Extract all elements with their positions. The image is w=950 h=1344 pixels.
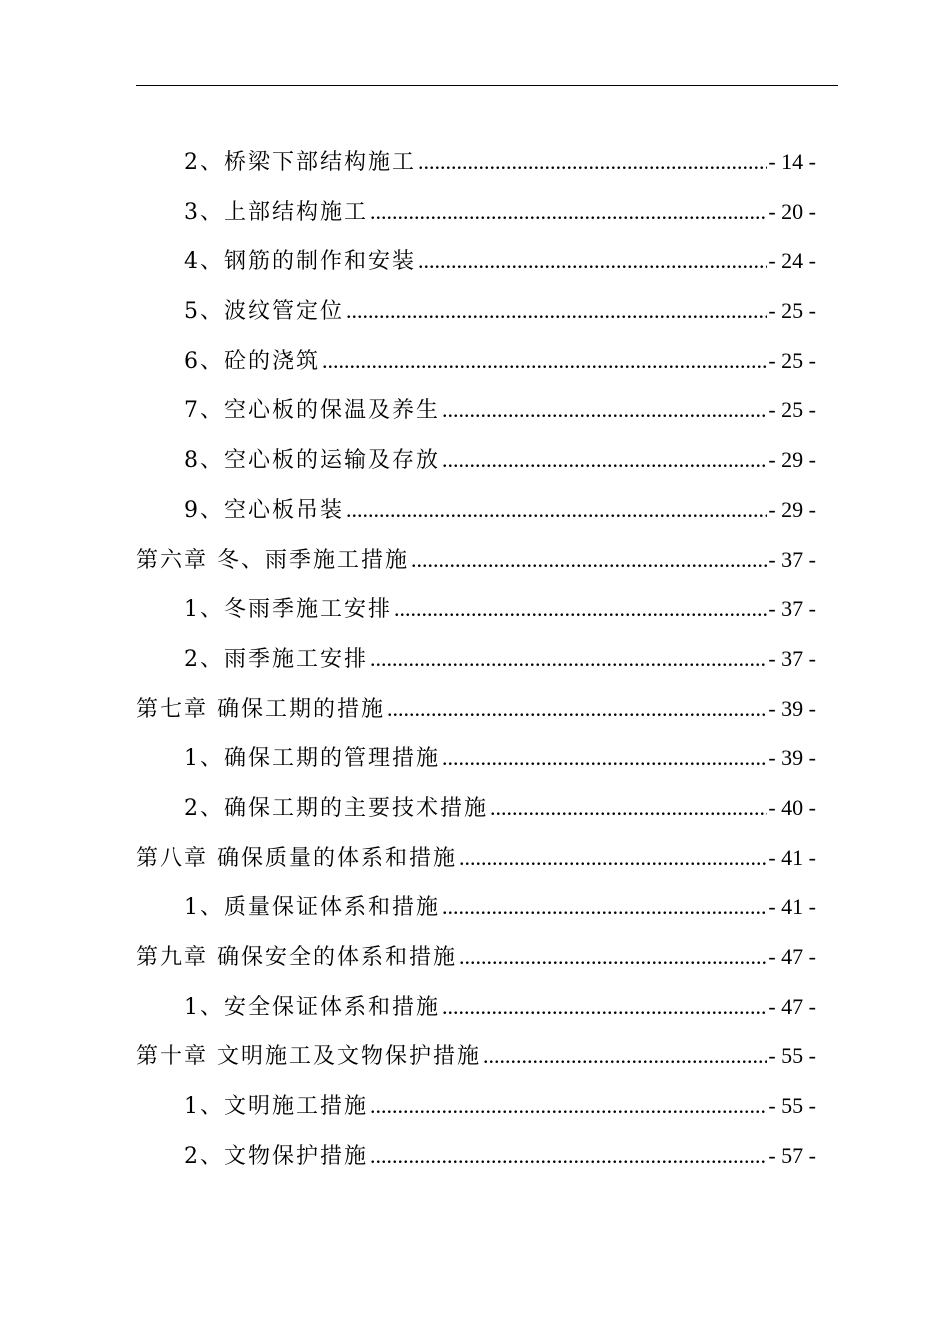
toc-page-number: - 37 - [768,596,816,622]
toc-section-entry[interactable] [136,783,816,833]
toc-dot-leader [483,1031,767,1081]
toc-entry-title: 4、钢筋的制作和安装 [184,249,416,275]
toc-section-entry[interactable] [136,1131,816,1181]
toc-dot-leader [370,634,767,684]
toc-dot-leader [459,932,767,982]
toc-entry-title: 第十章 文明施工及文物保护措施 [136,1044,481,1070]
toc-dot-leader [442,982,767,1032]
toc-section-entry[interactable] [136,634,816,684]
toc-entry-title: 2、桥梁下部结构施工 [184,150,416,175]
toc-page-number: - 55 - [768,1043,816,1069]
toc-entry-title: 1、文明施工措施 [184,1094,368,1120]
toc-page-number: - 25 - [768,397,816,423]
toc-entry-title: 1、确保工期的管理措施 [184,746,440,772]
toc-dot-leader [442,882,767,932]
toc-dot-leader [442,385,767,435]
toc-page-number: - 47 - [768,993,816,1019]
toc-dot-leader [346,286,767,336]
toc-section-entry[interactable] [136,187,816,237]
toc-dot-leader [322,336,767,386]
toc-entry-title: 第九章 确保安全的体系和措施 [136,945,457,970]
toc-chapter-entry[interactable] [136,684,816,734]
toc-section-entry[interactable] [136,733,816,783]
toc-section-entry[interactable] [136,1081,816,1131]
toc-page-number: - 47 - [768,944,816,969]
toc-entry-title: 5、波纹管定位 [184,299,344,325]
toc-page-number: - 20 - [768,198,816,224]
toc-dot-leader [442,733,767,783]
toc-entry-title: 第六章 冬、雨季施工措施 [136,547,409,573]
toc-dot-leader [394,584,767,634]
toc-dot-leader [370,1081,767,1131]
toc-entry-title: 2、文物保护措施 [184,1143,368,1169]
toc-dot-leader [418,137,767,187]
toc-page-number: - 55 - [768,1093,816,1119]
toc-section-entry[interactable] [136,286,816,336]
toc-section-entry[interactable] [136,584,816,634]
toc-page-number: - 25 - [768,347,816,373]
toc-page-number: - 29 - [768,447,816,473]
toc-dot-leader [418,236,767,286]
toc-chapter-entry[interactable] [136,932,816,982]
toc-section-entry[interactable] [136,137,816,187]
header-rule [136,85,838,86]
toc-section-entry[interactable] [136,435,816,485]
toc-entry-title: 2、雨季施工安排 [184,646,368,672]
toc-entry-title: 7、空心板的保温及养生 [184,398,440,424]
toc-page-number: - 39 - [768,695,816,721]
toc-entry-title: 3、上部结构施工 [184,199,368,225]
toc-dot-leader [459,833,767,883]
toc-page-number: - 25 - [768,298,816,324]
toc-entry-title: 第七章 确保工期的措施 [136,696,385,722]
toc-page-number: - 57 - [768,1142,816,1168]
toc-section-entry[interactable] [136,882,816,932]
toc-dot-leader [442,435,767,485]
toc-dot-leader [387,684,767,734]
toc-dot-leader [370,1131,767,1181]
toc-section-entry[interactable] [136,385,816,435]
toc-entry-title: 1、质量保证体系和措施 [184,895,440,921]
toc-entry-title: 8、空心板的运输及存放 [184,448,440,474]
toc-section-entry[interactable] [136,336,816,386]
toc-entry-title: 6、砼的浇筑 [184,348,320,374]
toc-page-number: - 29 - [768,496,816,522]
toc-dot-leader [346,485,767,535]
toc-page-number: - 41 - [768,844,816,870]
toc-page-number: - 37 - [768,645,816,671]
toc-dot-leader [411,535,767,585]
toc-page-number: - 37 - [768,546,816,572]
table-of-contents [136,137,816,1180]
toc-page-number: - 40 - [768,794,816,820]
toc-section-entry[interactable] [136,982,816,1032]
toc-chapter-entry[interactable] [136,833,816,883]
toc-chapter-entry[interactable] [136,1031,816,1081]
toc-entry-title: 2、确保工期的主要技术措施 [184,795,488,821]
toc-entry-title: 9、空心板吊装 [184,497,344,523]
toc-page-number: - 39 - [768,745,816,771]
toc-section-entry[interactable] [136,485,816,535]
toc-entry-title: 1、安全保证体系和措施 [184,994,440,1020]
toc-section-entry[interactable] [136,236,816,286]
toc-dot-leader [490,783,767,833]
toc-entry-title: 1、冬雨季施工安排 [184,597,392,623]
toc-page-number: - 41 - [768,894,816,920]
toc-entry-title: 第八章 确保质量的体系和措施 [136,845,457,871]
toc-page-number: - 24 - [768,248,816,274]
toc-page-number: - 14 - [768,149,816,174]
toc-chapter-entry[interactable] [136,535,816,585]
toc-dot-leader [370,187,767,237]
